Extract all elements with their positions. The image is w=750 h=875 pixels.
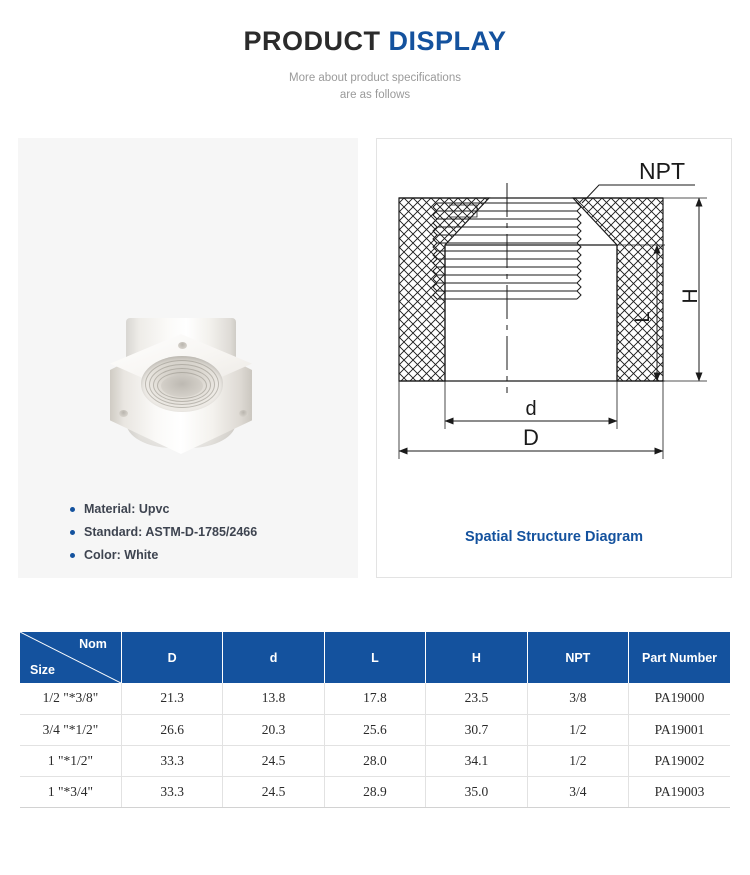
product-dimple bbox=[239, 410, 248, 417]
cell-size: 1/2 "*3/8" bbox=[20, 683, 121, 714]
list-item bbox=[70, 502, 350, 516]
cell-l: 17.8 bbox=[324, 683, 425, 714]
list-item-label: Standard: ASTM-D-1785/2466 bbox=[84, 525, 258, 539]
table-header-corner-nom-size bbox=[20, 632, 121, 683]
cell-npt: 3/8 bbox=[527, 683, 628, 714]
product-photo-panel bbox=[18, 138, 358, 578]
cell-d-small: 20.3 bbox=[223, 714, 324, 745]
list-item-label: Color: White bbox=[84, 548, 159, 562]
table-row bbox=[20, 683, 730, 714]
page-title-part2: DISPLAY bbox=[388, 26, 507, 56]
diagram-label-d-small: d bbox=[525, 398, 537, 420]
cell-d-small: 24.5 bbox=[223, 745, 324, 776]
bullet-dot-icon bbox=[70, 530, 75, 535]
cell-d-small: 24.5 bbox=[223, 776, 324, 807]
cell-size: 1 "*1/2" bbox=[20, 745, 121, 776]
page-title bbox=[0, 26, 750, 57]
diagram-label-npt: NPT bbox=[639, 158, 685, 184]
cell-size: 1 "*3/4" bbox=[20, 776, 121, 807]
table-header-row bbox=[20, 632, 730, 683]
cell-l: 28.9 bbox=[324, 776, 425, 807]
diagram-label-l: L bbox=[632, 311, 654, 323]
bullet-dot-icon bbox=[70, 507, 75, 512]
table-row bbox=[20, 714, 730, 745]
table-header-h: H bbox=[426, 632, 527, 683]
table-row bbox=[20, 745, 730, 776]
diagram-label-h: H bbox=[679, 288, 702, 304]
cell-npt: 1/2 bbox=[527, 714, 628, 745]
cell-h: 34.1 bbox=[426, 745, 527, 776]
content-panels bbox=[18, 138, 732, 578]
cell-l: 25.6 bbox=[324, 714, 425, 745]
structure-diagram-panel bbox=[376, 138, 732, 578]
product-bore-inner bbox=[161, 375, 203, 397]
table-row bbox=[20, 776, 730, 807]
cross-section-diagram bbox=[377, 153, 733, 493]
page-header bbox=[0, 0, 750, 105]
page-title-part1: PRODUCT bbox=[243, 26, 381, 56]
table-header-part-number: Part Number bbox=[629, 632, 730, 683]
cell-part-number: PA19003 bbox=[629, 776, 730, 807]
product-dimple bbox=[178, 342, 187, 349]
cell-npt: 3/4 bbox=[527, 776, 628, 807]
cell-h: 35.0 bbox=[426, 776, 527, 807]
cell-part-number: PA19002 bbox=[629, 745, 730, 776]
cell-d: 33.3 bbox=[121, 776, 222, 807]
cell-d: 33.3 bbox=[121, 745, 222, 776]
cell-l: 28.0 bbox=[324, 745, 425, 776]
table-header-l: L bbox=[324, 632, 425, 683]
page-subtitle-line2: are as follows bbox=[339, 89, 411, 102]
bullet-dot-icon bbox=[70, 553, 75, 558]
table-header-d: D bbox=[121, 632, 222, 683]
cell-h: 23.5 bbox=[426, 683, 527, 714]
product-spec-list bbox=[70, 502, 350, 562]
list-item bbox=[70, 525, 350, 539]
page-subtitle-line1: More about product specifications bbox=[289, 72, 461, 85]
table-header-d-small: d bbox=[223, 632, 324, 683]
diagram-label-d-large: D bbox=[523, 425, 539, 450]
cell-d-small: 13.8 bbox=[223, 683, 324, 714]
cell-d: 26.6 bbox=[121, 714, 222, 745]
specifications-table bbox=[20, 632, 730, 808]
cell-size: 3/4 "*1/2" bbox=[20, 714, 121, 745]
diagram-caption: Spatial Structure Diagram bbox=[464, 529, 644, 545]
cell-h: 30.7 bbox=[426, 714, 527, 745]
page-subtitle bbox=[0, 70, 750, 105]
list-item-label: Material: Upvc bbox=[84, 502, 170, 516]
cell-part-number: PA19001 bbox=[629, 714, 730, 745]
cell-d: 21.3 bbox=[121, 683, 222, 714]
table-header-npt: NPT bbox=[527, 632, 628, 683]
table-header-size-label: Size bbox=[30, 663, 56, 677]
list-item bbox=[70, 548, 350, 562]
product-dimple bbox=[119, 410, 128, 417]
table-header-nom-label: Nom bbox=[79, 637, 107, 651]
cell-part-number: PA19000 bbox=[629, 683, 730, 714]
cell-npt: 1/2 bbox=[527, 745, 628, 776]
